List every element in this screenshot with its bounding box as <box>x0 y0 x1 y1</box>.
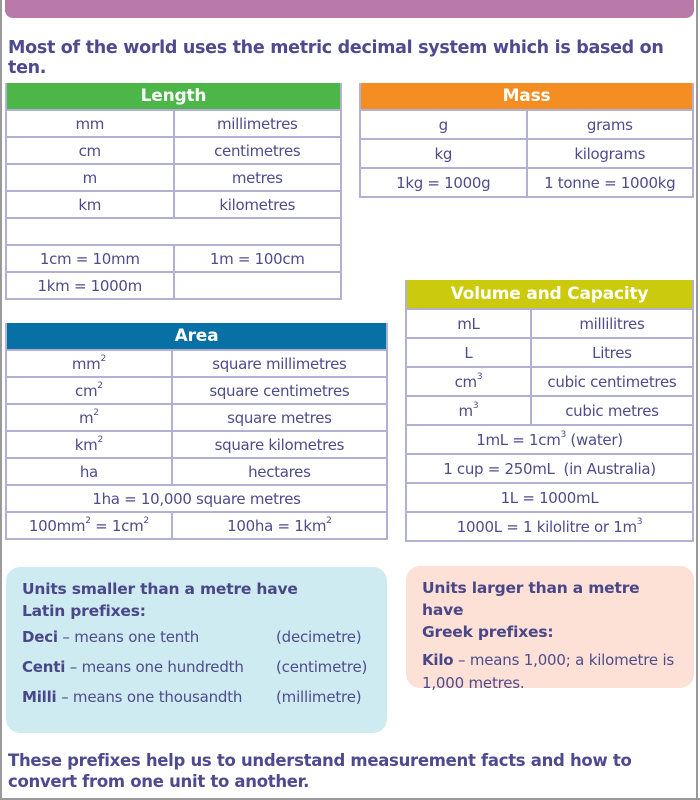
table-row-empty <box>6 218 341 245</box>
intro-text: Most of the world uses the metric decimal system which is based on ten. <box>8 38 664 78</box>
table-row: $1mL = 1cm^3$ (water) <box>406 425 693 454</box>
table-row: 1 cup = 250mL (in Australia) <box>406 454 693 483</box>
prefix-item-kilo: Kilo – means 1,000; a kilometre is 1,000 metres. <box>422 651 675 692</box>
table-row: ha hectares <box>6 458 387 485</box>
area-header: Area <box>6 323 387 350</box>
table-row: 1ha = 10,000 square metres <box>6 485 387 512</box>
page-edge <box>0 0 2 800</box>
table-row: $cm^3$ cubic centimetres <box>406 367 693 396</box>
table-row: $m^3$ cubic metres <box>406 396 693 425</box>
table-row: 1kg = 1000g 1 tonne = 1000kg <box>360 168 693 197</box>
latin-box-title: Units smaller than a metre have Latin prefixes: <box>22 580 298 620</box>
prefix-item-centi: Centi – means one hundredth (centimetre) <box>22 658 368 676</box>
footer-text: These prefixes help us to understand measurement facts and how to convert from one unit to another. <box>8 751 632 791</box>
table-row: $100mm^2 = 1cm^2$ $100ha = 1km^2$ <box>6 512 387 539</box>
page-edge <box>696 0 698 800</box>
volume-table <box>405 280 694 542</box>
table-row: $cm^2$ square centimetres <box>6 377 387 404</box>
table-row: 1km = 1000m <box>6 272 341 299</box>
top-banner <box>5 0 694 18</box>
table-row: $mm^2$ square millimetres <box>6 350 387 377</box>
mass-header: Mass <box>360 83 693 110</box>
table-row: 1cm = 10mm 1m = 100cm <box>6 245 341 272</box>
prefix-item-milli: Milli – means one thousandth (millimetre) <box>22 688 362 706</box>
length-header: Length <box>6 83 341 110</box>
prefix-item-deci: Deci – means one tenth (decimetre) <box>22 628 362 646</box>
area-table <box>5 323 388 540</box>
greek-box-title: Units larger than a metre have Greek prefixes: <box>422 579 640 641</box>
length-table <box>5 83 342 300</box>
mass-table <box>359 83 694 198</box>
table-row: L Litres <box>406 338 693 367</box>
table-row: 1000L = 1 kilolitre or $1m^3$ <box>406 512 693 541</box>
table-row: m metres <box>6 164 341 191</box>
table-row: km kilometres <box>6 191 341 218</box>
volume-header: Volume and Capacity <box>406 280 693 309</box>
table-row: kg kilograms <box>360 139 693 168</box>
table-row: $km^2$ square kilometres <box>6 431 387 458</box>
table-row: cm centimetres <box>6 137 341 164</box>
table-row: mL millilitres <box>406 309 693 338</box>
table-row: mm millimetres <box>6 110 341 137</box>
greek-prefixes-box <box>406 566 694 692</box>
table-row: g grams <box>360 110 693 139</box>
table-row: $m^2$ square metres <box>6 404 387 431</box>
latin-prefixes-box <box>6 567 387 733</box>
table-row: 1L = 1000mL <box>406 483 693 512</box>
